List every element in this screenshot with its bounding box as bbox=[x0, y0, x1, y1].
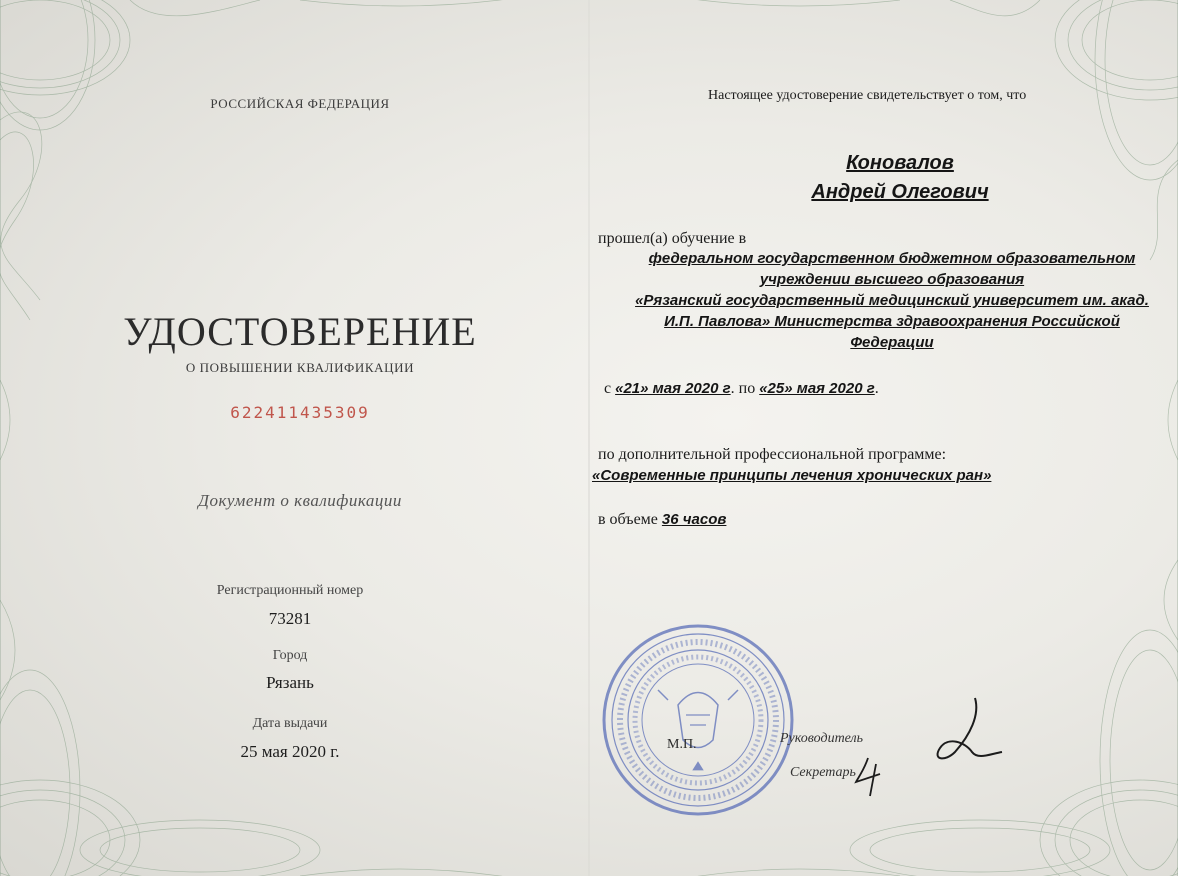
org-line: И.П. Павлова» Министерства здравоохранения Российской bbox=[664, 313, 1120, 330]
head-signature bbox=[920, 690, 1010, 770]
study-period bbox=[604, 380, 1024, 398]
head-label: Руководитель bbox=[780, 731, 864, 746]
city: Рязань bbox=[266, 673, 314, 692]
issue-date: 25 мая 2020 г. bbox=[240, 742, 340, 761]
volume-line bbox=[598, 511, 898, 529]
seal-place-label: М.П. bbox=[667, 737, 697, 752]
to-prefix: по bbox=[738, 380, 756, 397]
organization-name bbox=[612, 248, 1172, 353]
registration-number: 73281 bbox=[268, 609, 312, 628]
volume-hours: 36 часов bbox=[661, 511, 727, 528]
program-label: по дополнительной профессиональной программе: bbox=[598, 446, 947, 463]
org-line: Федерации bbox=[850, 334, 934, 351]
registration-number-label: Регистрационный номер bbox=[216, 583, 364, 598]
trained-text: прошел(а) обучение в bbox=[598, 230, 747, 247]
country-label: РОССИЙСКАЯ ФЕДЕРАЦИЯ bbox=[210, 96, 390, 111]
org-line: федеральном государственном бюджетном образовательном bbox=[648, 250, 1136, 267]
org-line: учреждении высшего образования bbox=[759, 271, 1025, 288]
center-fold bbox=[588, 0, 590, 876]
secretary-signature bbox=[850, 750, 900, 800]
date-to: «25» мая 2020 г bbox=[759, 380, 875, 397]
serial-number: 622411435309 bbox=[230, 403, 370, 422]
document-title: УДОСТОВЕРЕНИЕ bbox=[123, 309, 477, 354]
date-from: «21» мая 2020 г bbox=[615, 380, 731, 397]
document-subtitle: О ПОВЫШЕНИИ КВАЛИФИКАЦИИ bbox=[185, 360, 415, 375]
holder-given-names: Андрей Олегович bbox=[811, 181, 989, 203]
secretary-label: Секретарь bbox=[790, 765, 856, 780]
intro-text: Настоящее удостоверение свидетельствует о том, что bbox=[708, 88, 1027, 103]
period-dot: . bbox=[730, 380, 735, 397]
program-name: «Современные принципы лечения хронических ран» bbox=[592, 467, 992, 484]
period-end: . bbox=[874, 380, 879, 397]
city-label: Город bbox=[272, 648, 308, 663]
document-type: Документ о квалификации bbox=[198, 491, 402, 510]
volume-prefix: в объеме bbox=[598, 511, 658, 528]
holder-surname: Коновалов bbox=[846, 152, 954, 174]
org-line: «Рязанский государственный медицинский университет им. акад. bbox=[635, 292, 1149, 309]
official-seal bbox=[598, 620, 798, 820]
from-prefix: с bbox=[604, 380, 612, 397]
issue-date-label: Дата выдачи bbox=[252, 716, 328, 731]
